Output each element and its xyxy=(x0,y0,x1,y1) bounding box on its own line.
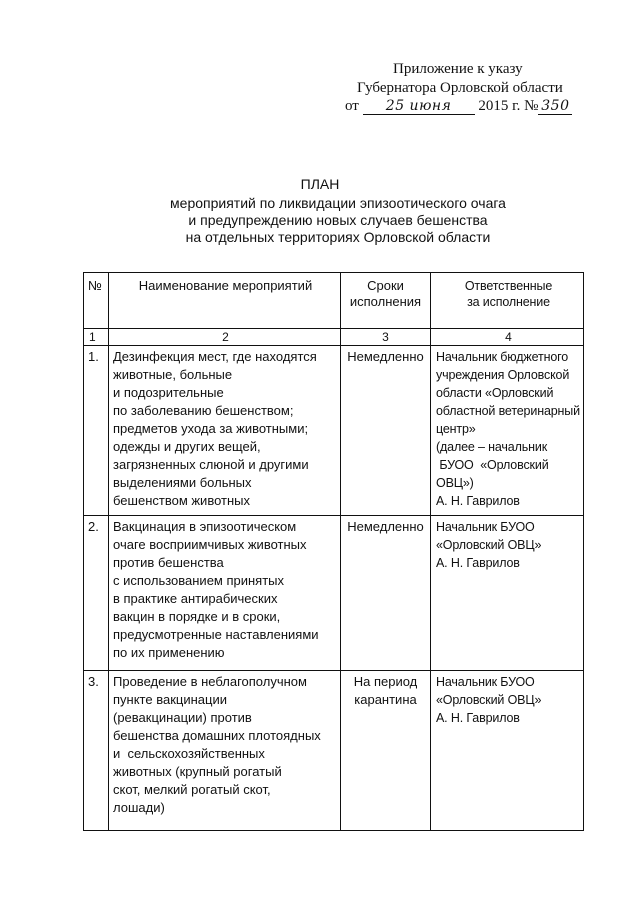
responsible xyxy=(431,346,584,516)
activity-line: очаге восприимчивых животных xyxy=(113,537,307,552)
activity-line: Дезинфекция мест, где находятся xyxy=(113,349,317,364)
header-number: № xyxy=(84,273,109,329)
deadline xyxy=(341,346,431,516)
header-deadline xyxy=(341,273,431,329)
responsible xyxy=(431,516,584,671)
activity-line: в практике антирабических xyxy=(113,591,278,606)
row-number: 3. xyxy=(84,671,109,831)
subtitle-line: и предупреждению новых случаев бешенства xyxy=(188,212,488,228)
decree-author: Губернатора Орловской области xyxy=(357,80,563,96)
activity-line: пункте вакцинации xyxy=(113,692,227,707)
header-line: Ответственные xyxy=(464,279,553,293)
subtitle-line: на отдельных территориях Орловской области xyxy=(185,229,491,245)
subtitle-line: мероприятий по ликвидации эпизоотического очага xyxy=(170,195,506,211)
deadline-line: Немедленно xyxy=(347,349,424,364)
activity-line: вакцин в порядке и в сроки, xyxy=(113,609,281,624)
year-number-label: 2015 г. № xyxy=(478,98,539,114)
activity-line: бешенства домашних плотоядных xyxy=(113,728,321,743)
document-title: ПЛАН xyxy=(300,176,340,192)
activity-line: с использованием принятых xyxy=(113,573,285,588)
responsible-line: «Орловский ОВЦ» xyxy=(436,538,542,552)
activity-line: предметов ухода за животными; xyxy=(113,421,309,436)
header-line: Сроки xyxy=(367,278,404,293)
handwritten-date: 25 июня xyxy=(363,99,475,115)
plan-table xyxy=(83,272,584,831)
responsible-line: Начальник бюджетного xyxy=(436,350,569,364)
deadline-line: Немедленно xyxy=(347,519,424,534)
activity-line: и сельскохозяйственных xyxy=(113,746,265,761)
responsible-line: (далее – начальник xyxy=(436,440,548,454)
column-number: 1 xyxy=(84,329,109,346)
activity-line: загрязненных слюной и другими xyxy=(113,457,309,472)
table-row xyxy=(84,671,584,831)
deadline-line: карантина xyxy=(354,692,417,707)
row-number: 1. xyxy=(84,346,109,516)
decree-date-line xyxy=(345,97,572,115)
responsible-line: учреждения Орловской xyxy=(436,368,570,382)
responsible-line: БУОО «Орловский xyxy=(436,458,549,472)
activity-line: бешенством животных xyxy=(113,493,251,508)
activity-line: и подозрительные xyxy=(113,385,224,400)
activity-line: животных (крупный рогатый xyxy=(113,764,282,779)
deadline xyxy=(341,516,431,671)
responsible-line: Начальник БУОО xyxy=(436,675,535,689)
activity-line: (ревакцинации) против xyxy=(113,710,252,725)
deadline-line: На период xyxy=(353,674,418,689)
responsible-line: «Орловский ОВЦ» xyxy=(436,693,542,707)
responsible-line: центр» xyxy=(436,422,476,436)
activity-name xyxy=(109,671,341,831)
activity-line: Проведение в неблагополучном xyxy=(113,674,307,689)
deadline xyxy=(341,671,431,831)
responsible-line: А. Н. Гаврилов xyxy=(436,711,520,725)
header-responsible xyxy=(431,273,584,329)
handwritten-decree-number: 350 xyxy=(538,99,572,115)
activity-line: предусмотренные наставлениями xyxy=(113,627,319,642)
header-line: за исполнение xyxy=(467,295,550,309)
header-line: Наименование мероприятий xyxy=(138,278,313,293)
activity-line: животные, больные xyxy=(113,367,233,382)
table-row xyxy=(84,516,584,671)
responsible-line: области «Орловский xyxy=(436,386,554,400)
responsible xyxy=(431,671,584,831)
activity-line: против бешенства xyxy=(113,555,224,570)
responsible-line: ОВЦ») xyxy=(436,476,474,490)
responsible-line: областной ветеринарный xyxy=(436,404,580,418)
activity-line: лошади) xyxy=(113,800,165,815)
header-activity-name xyxy=(109,273,341,329)
responsible-line: А. Н. Гаврилов xyxy=(436,494,520,508)
column-number: 4 xyxy=(431,329,584,346)
activity-name xyxy=(109,516,341,671)
responsible-line: А. Н. Гаврилов xyxy=(436,556,520,570)
column-numbers-row xyxy=(84,329,584,346)
table-row xyxy=(84,346,584,516)
row-number: 2. xyxy=(84,516,109,671)
column-number: 3 xyxy=(341,329,431,346)
activity-name xyxy=(109,346,341,516)
header-line: исполнения xyxy=(349,294,422,309)
activity-line: скот, мелкий рогатый скот, xyxy=(113,782,271,797)
appendix-label: Приложение к указу xyxy=(393,61,523,77)
responsible-line: Начальник БУОО xyxy=(436,520,535,534)
column-number: 2 xyxy=(109,329,341,346)
activity-line: Вакцинация в эпизоотическом xyxy=(113,519,297,534)
activity-line: по заболеванию бешенством; xyxy=(113,403,294,418)
activity-line: по их применению xyxy=(113,645,225,660)
date-prefix: от xyxy=(345,98,359,114)
activity-line: выделениями больных xyxy=(113,475,252,490)
table-header-row xyxy=(84,273,584,329)
document-subtitle xyxy=(138,195,538,246)
activity-line: одежды и других вещей, xyxy=(113,439,261,454)
